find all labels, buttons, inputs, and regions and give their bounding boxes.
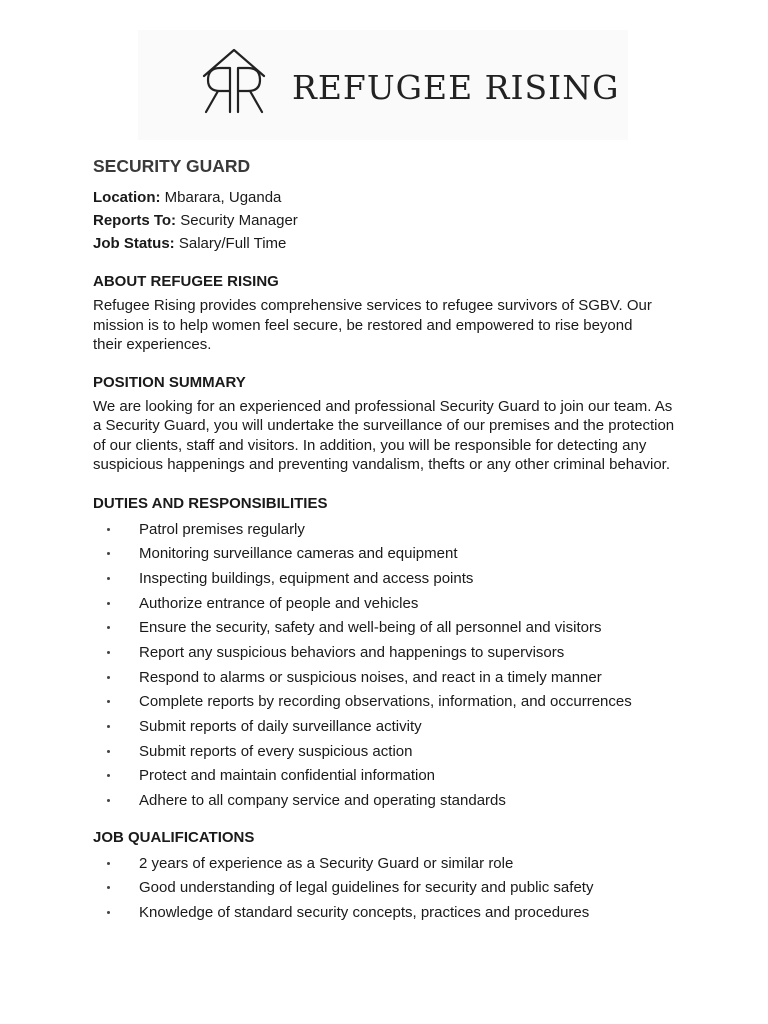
meta-location-label: Location: [93,189,161,206]
list-item [93,876,693,901]
about-section [93,272,693,355]
bullet-icon [107,750,110,753]
bullet-icon [107,725,110,728]
meta-location-value: Mbarara, Uganda [160,189,282,206]
list-item [93,740,693,765]
qualifications-section [93,828,693,926]
meta-reports-value: Security Manager [176,212,298,229]
bullet-icon [107,886,110,889]
rr-house-monogram-icon [200,46,268,116]
list-item [93,901,693,926]
bullet-icon [107,552,110,555]
qualifications-heading: JOB QUALIFICATIONS [93,828,255,846]
list-item-text: Authorize entrance of people and vehicles [139,594,419,612]
bullet-icon [107,602,110,605]
meta-reports-to [93,209,693,232]
list-item [93,542,693,567]
summary-heading: POSITION SUMMARY [93,373,246,391]
meta-status-value: Salary/Full Time [174,235,287,252]
list-item-text: Adhere to all company service and operating standards [139,792,506,810]
list-item-text: Inspecting buildings, equipment and access points [139,569,474,587]
list-item [93,518,693,543]
logo-wordmark: REFUGEE RISING [292,68,620,107]
bullet-icon [107,626,110,629]
list-item-text: Submit reports of daily surveillance activity [139,718,422,735]
duties-heading: DUTIES AND RESPONSIBILITIES [93,494,328,512]
about-heading: ABOUT REFUGEE RISING [93,273,279,290]
duties-section [93,494,693,814]
bullet-icon [107,528,110,531]
list-item [93,567,693,592]
list-item [93,616,693,641]
list-item [93,764,693,789]
qualifications-list [93,852,693,926]
bullet-icon [107,799,110,802]
bullet-icon [107,862,110,865]
list-item-text: Submit reports of every suspicious action [139,742,413,760]
list-item [93,690,693,715]
list-item-text: Report any suspicious behaviors and happenings to supervisors [139,643,565,661]
bullet-icon [107,577,110,580]
list-item-text: Monitoring surveillance cameras and equipment [139,545,458,563]
meta-status-label: Job Status: [93,235,175,252]
meta-location [93,186,693,209]
list-item-text: Patrol premises regularly [139,520,305,538]
bullet-icon [107,676,110,679]
list-item [93,641,693,666]
list-item [93,666,693,691]
list-item-text: Complete reports by recording observations, information, and occurrences [139,693,632,711]
bullet-icon [107,700,110,703]
list-item [93,789,693,814]
job-posting [93,152,693,926]
list-item [93,715,693,740]
bullet-icon [107,911,110,914]
meta-reports-label: Reports To: [93,212,177,229]
list-item-text: Knowledge of standard security concepts, practices and procedures [139,904,590,922]
job-meta [93,186,693,255]
bullet-icon [107,651,110,654]
list-item-text: Good understanding of legal guidelines for security and public safety [139,879,594,897]
list-item [93,592,693,617]
summary-body: We are looking for an experienced and professional Security Guard to join our team. As a Security Guard, you will undertake the surveillance of our premises and the protection of our clients, staff and visitors. In addition, you will be responsible for detecting any suspicious happenings and preventing vandalism, thefts or any other criminal behavior. [93,397,675,473]
summary-section [93,373,693,475]
about-body: Refugee Rising provides comprehensive services to refugee survivors of SGBV. Our mission is to help women feel secure, be restored and empowered to rise beyond their experiences. [93,297,652,353]
duties-list [93,518,693,814]
page-title: SECURITY GUARD [93,156,251,176]
list-item-text: 2 years of experience as a Security Guard or similar role [139,854,514,872]
meta-job-status [93,232,693,255]
list-item-text: Protect and maintain confidential information [139,767,436,785]
list-item-text: Ensure the security, safety and well-being of all personnel and visitors [139,619,602,637]
bullet-icon [107,774,110,777]
list-item [93,852,693,877]
list-item-text: Respond to alarms or suspicious noises, and react in a timely manner [139,668,602,686]
